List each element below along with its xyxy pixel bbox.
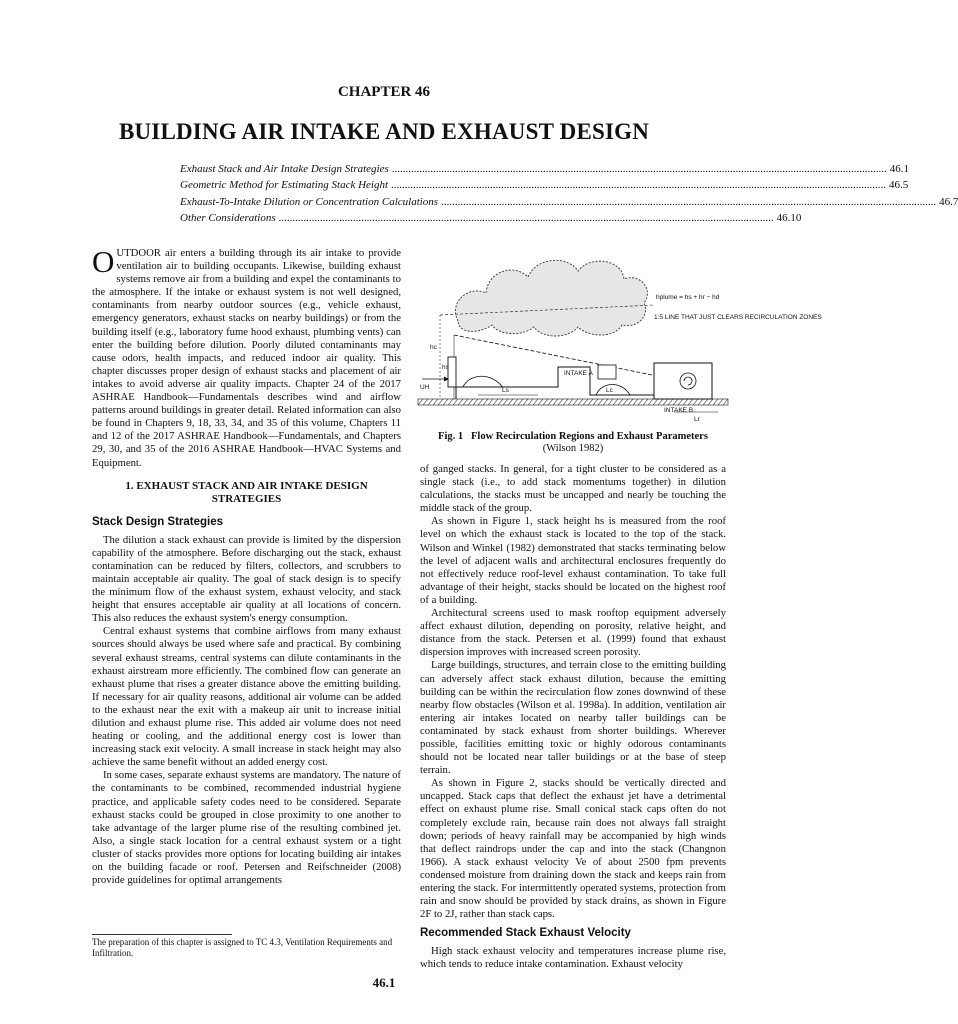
section-heading: 1. EXHAUST STACK AND AIR INTAKE DESIGN STRATEGIES <box>125 479 368 505</box>
body-paragraph: Central exhaust systems that combine airflows from many exhaust sources should always be used where safe and practical. By combining several exhaust streams, central systems can dilute contaminants in the exhaust airstream more efficiently. The combined flow can generate an exhaust plume that rises a greater distance above the emitting building. If necessary for air quality reasons, additional air volume can be added to the exhaust near the exit with a makeup air unit to increase initial dilution and exhaust plume rise. This added air volume does not need heating or cooling, and the additional energy cost is lower than increasing stack exit velocity. A small increase in stack height may also achieve the same benefit without an added energy cost. <box>92 625 401 769</box>
body-paragraph: As shown in Figure 1, stack height hs is measured from the roof level on which the exhaust stack is located to the top of the stack. Wilson and Winkel (1982) demonstrated that stacks terminating below the level of adjacent walls and architectural enclosures frequently do not effectively reduce roof-level exhaust contamination. To take full advantage of their height, stacks should be located on the highest roof of a building. <box>420 515 726 606</box>
footnote: The preparation of this chapter is assigned to TC 4.3, Ventilation Requirements and Infiltration. <box>92 937 393 958</box>
toc-entry[interactable] <box>180 194 958 210</box>
body-paragraph: Large buildings, structures, and terrain close to the emitting building can adversely affect stack exhaust dilution, because the emitting building can be within the recirculation flow zones downwind of these nearby flow obstacles (Wilson et al. 1998a). In addition, ventilation air entering air intakes located on nearby taller buildings can be contaminated by stack exhaust from shorter buildings. Wherever possible, facilities emitting toxic or highly odorous contaminants should not be located near taller buildings or at the base of steep terrain. <box>420 659 726 777</box>
toc-entry-page: 46.7 <box>939 195 958 208</box>
intake-a-label: INTAKE A <box>564 370 593 377</box>
chapter-label: CHAPTER 46 <box>337 84 431 100</box>
page-number: 46.1 <box>372 975 396 990</box>
toc-entry[interactable] <box>180 210 802 226</box>
intake-b-label: INTAKE B <box>664 407 694 414</box>
right-column <box>420 463 726 972</box>
figure-caption <box>420 431 726 455</box>
hplume-label: hplume = hs + hr − hd <box>656 294 720 301</box>
lc-label: Lc <box>606 387 613 394</box>
body-paragraph: High stack exhaust velocity and temperatures increase plume rise, which tends to reduce intake contamination. Exhaust velocity <box>420 945 726 971</box>
body-paragraph: As shown in Figure 2, stacks should be vertically directed and uncapped. Stack caps that deflect the exhaust jet have a detrimental effect on exhaust plume rise. Small conical stack caps often do not completely exclude rain, because rain does not always fall straight down; periods of heavy rainfall may be accompanied by high winds that deflect raindrops under the cap and into the stack (Changnon 1966). A stack exhaust velocity Ve of about 2500 fpm prevents condensed moisture from draining down the stack and keeps rain from entering the stack. For intermittently operated systems, protection from rain and snow should be provided by stack drains, as shown in Figure 2F to 2J, rather than stack caps. <box>420 777 726 921</box>
drop-cap: O <box>92 244 115 279</box>
body-paragraph: In some cases, separate exhaust systems are mandatory. The nature of the contaminants to be combined, recommended industrial hygiene practice, and applicable safety codes need to be considered. Separate exhaust stacks could be grouped in close proximity to one another to take advantage of the larger plume rise of the resulting combined jet. Also, a single stack location for a central exhaust system or a tight cluster of stacks provides more options for locating building air intakes on the building facade or roof. Petersen and Reifschneider (2008) provide guidelines for optimal arrangements <box>92 769 401 887</box>
figure-caption-text: Flow Recirculation Regions and Exhaust Parameters <box>471 431 708 442</box>
line-note-label: 1:5 LINE THAT JUST CLEARS RECIRCULATION ZONES <box>654 314 822 321</box>
toc-entry-title: Exhaust-To-Intake Dilution or Concentration Calculations <box>180 195 439 208</box>
figure-caption-label: Fig. 1 <box>438 431 464 442</box>
figure-1-diagram <box>418 249 822 427</box>
intro-text: UTDOOR air enters a building through its air intake to provide ventilation air to building occupants. Likewise, building exhaust systems remove air from a building and expel the contaminants to the atmosphere. If the intake or exhaust system is not well designed, contaminants from nearby outdoor sources (e.g., vehicle exhaust, emergency generators, exhaust stacks on nearby buildings) or from the building itself (e.g., laboratory fume hood exhaust, plumbing vents) can enter the building before dilution. Poorly diluted contaminants may cause odors, health impacts, and reduced indoor air quality. This chapter discusses proper design of exhaust stacks and placement of air intakes to avoid adverse air quality impacts. Chapter 24 of the 2017 ASHRAE Handbook—Fundamentals describes wind and airflow patterns around buildings in greater detail. Related information can also be found in Chapters 9, 18, 33, 34, and 35 of this volume, Chapters 11 and 12 of the 2017 ASHRAE Handbook—Fundamentals, and Chapters 29, 30, and 35 of the 2016 ASHRAE Handbook—HVAC Systems and Equipment. <box>92 247 401 469</box>
toc-entry-title: Exhaust Stack and Air Intake Design Strategies <box>180 163 389 175</box>
toc-entry-page: 46.10 <box>776 212 802 225</box>
toc-entry-title: Other Considerations <box>180 212 276 225</box>
chapter-title: BUILDING AIR INTAKE AND EXHAUST DESIGN <box>118 119 650 144</box>
subsection-heading: Stack Design Strategies <box>92 515 224 528</box>
subsection-heading: Recommended Stack Exhaust Velocity <box>420 927 631 940</box>
uh-label: UH <box>420 384 430 391</box>
plume-cloud <box>455 260 647 336</box>
toc-entry-title: Geometric Method for Estimating Stack Height <box>180 179 389 192</box>
toc-entry-page: 46.5 <box>889 179 909 192</box>
toc-entry-page: 46.1 <box>889 163 910 175</box>
left-column <box>92 244 401 887</box>
toc-entry[interactable] <box>180 177 909 193</box>
hc-label: hc <box>430 344 437 351</box>
figure-caption-source: (Wilson 1982) <box>542 443 604 454</box>
lr-label: Lr <box>694 416 700 423</box>
body-paragraph: The dilution a stack exhaust can provide is limited by the dispersion capability of the atmosphere. Before discharging out the stack, exhaust contamination can be reduced by filters, collectors, and scrubbers to maintain acceptable air quality. The goal of stack design is to specify the minimum flow of the exhaust system, exhaust velocity, and stack height that ensures acceptable air quality at all locations of concern. This also reduces the exhaust system's energy consumption. <box>92 533 401 625</box>
body-paragraph: of ganged stacks. In general, for a tight cluster to be considered as a single stack (i.e., to add stack momentums together) in dilution calculations, the stacks must be uncapped and nearly be touching the middle stack of the group. <box>420 463 726 515</box>
hs-label: hs <box>442 364 449 371</box>
intro-paragraph <box>92 244 401 470</box>
footnote-rule <box>92 934 232 935</box>
ls-label: Ls <box>502 387 509 394</box>
body-paragraph: Architectural screens used to mask rooftop equipment adversely affect exhaust dilution, depending on porosity, relative height, and distance from the stack. Petersen et al. (1999) found that exhaust dispersion improves with increased screen porosity. <box>420 607 726 659</box>
stack-icon <box>448 357 456 387</box>
toc-entry[interactable] <box>180 161 910 177</box>
table-of-contents <box>180 161 958 227</box>
